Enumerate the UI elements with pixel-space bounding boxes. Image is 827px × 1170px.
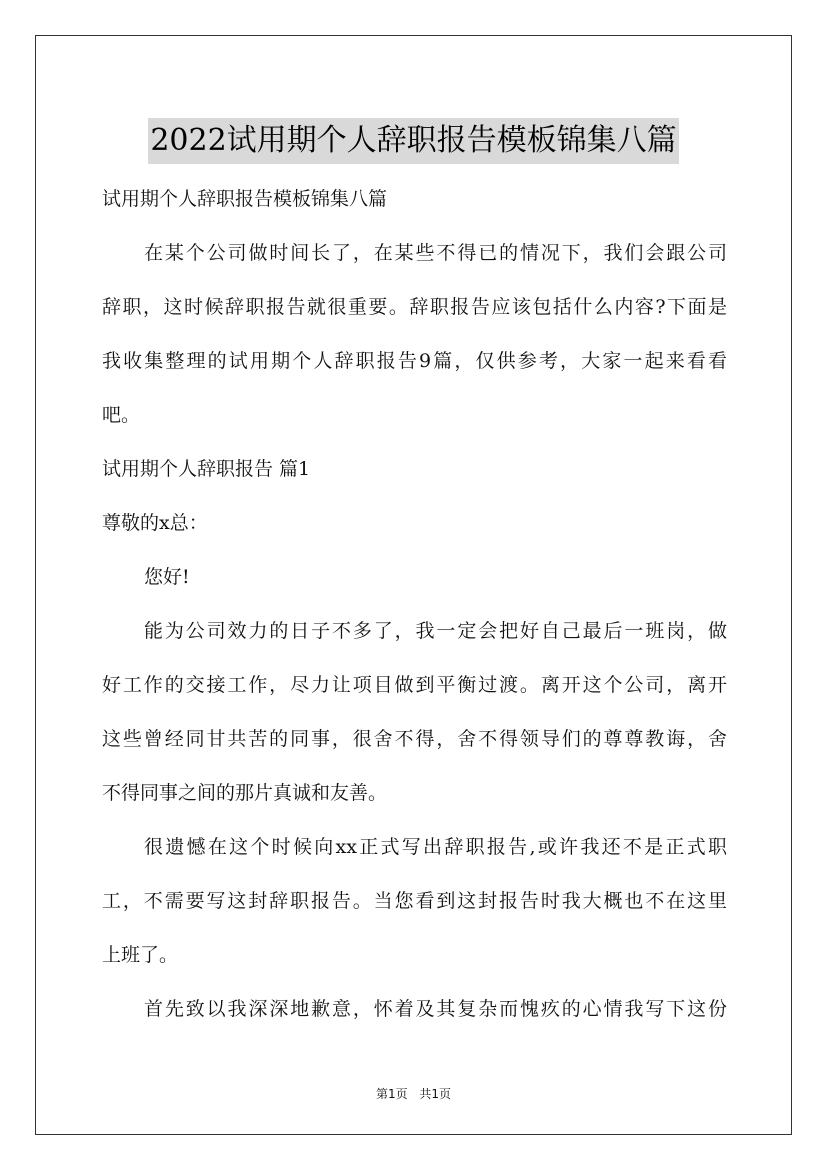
text-line: 能为公司效力的日子不多了，我一定会把好自己最后一班岗，做 [144,620,727,642]
text-line: 好工作的交接工作，尽力让项目做到平衡过渡。离开这个公司，离开 [102,674,727,696]
text-line: 我收集整理的试用期个人辞职报告9篇，仅供参考，大家一起来看看 [102,350,727,372]
text-line: 试用期个人辞职报告 篇1 [102,458,311,480]
text-line: 很遗憾在这个时候向xx正式写出辞职报告,或许我还不是正式职 [144,836,727,858]
text-line: 尊敬的x总： [102,512,208,534]
text-line: 在某个公司做时间长了，在某些不得已的情况下，我们会跟公司 [144,242,727,264]
page-total: 共1页 [419,1087,452,1101]
text-line: 上班了。 [102,944,179,966]
text-line: 首先致以我深深地歉意，怀着及其复杂而愧疚的心情我写下这份 [144,998,727,1020]
page-number: 第1页 [375,1087,408,1101]
text-line: 这些曾经同甘共苦的同事，很舍不得，舍不得领导们的尊尊教诲，舍 [102,728,727,750]
document-body [102,172,727,1036]
text-line: 您好! [144,566,190,588]
text-line: 吧。 [102,404,141,426]
text-line: 不得同事之间的那片真诚和友善。 [102,782,388,804]
document-title: 2022试用期个人辞职报告模板锦集八篇 [148,118,678,164]
page-footer [0,1085,827,1102]
text-line: 辞职，这时候辞职报告就很重要。辞职报告应该包括什么内容?下面是 [102,296,727,318]
text-line: 工，不需要写这封辞职报告。当您看到这封报告时我大概也不在这里 [102,890,727,912]
text-line: 试用期个人辞职报告模板锦集八篇 [102,188,388,210]
